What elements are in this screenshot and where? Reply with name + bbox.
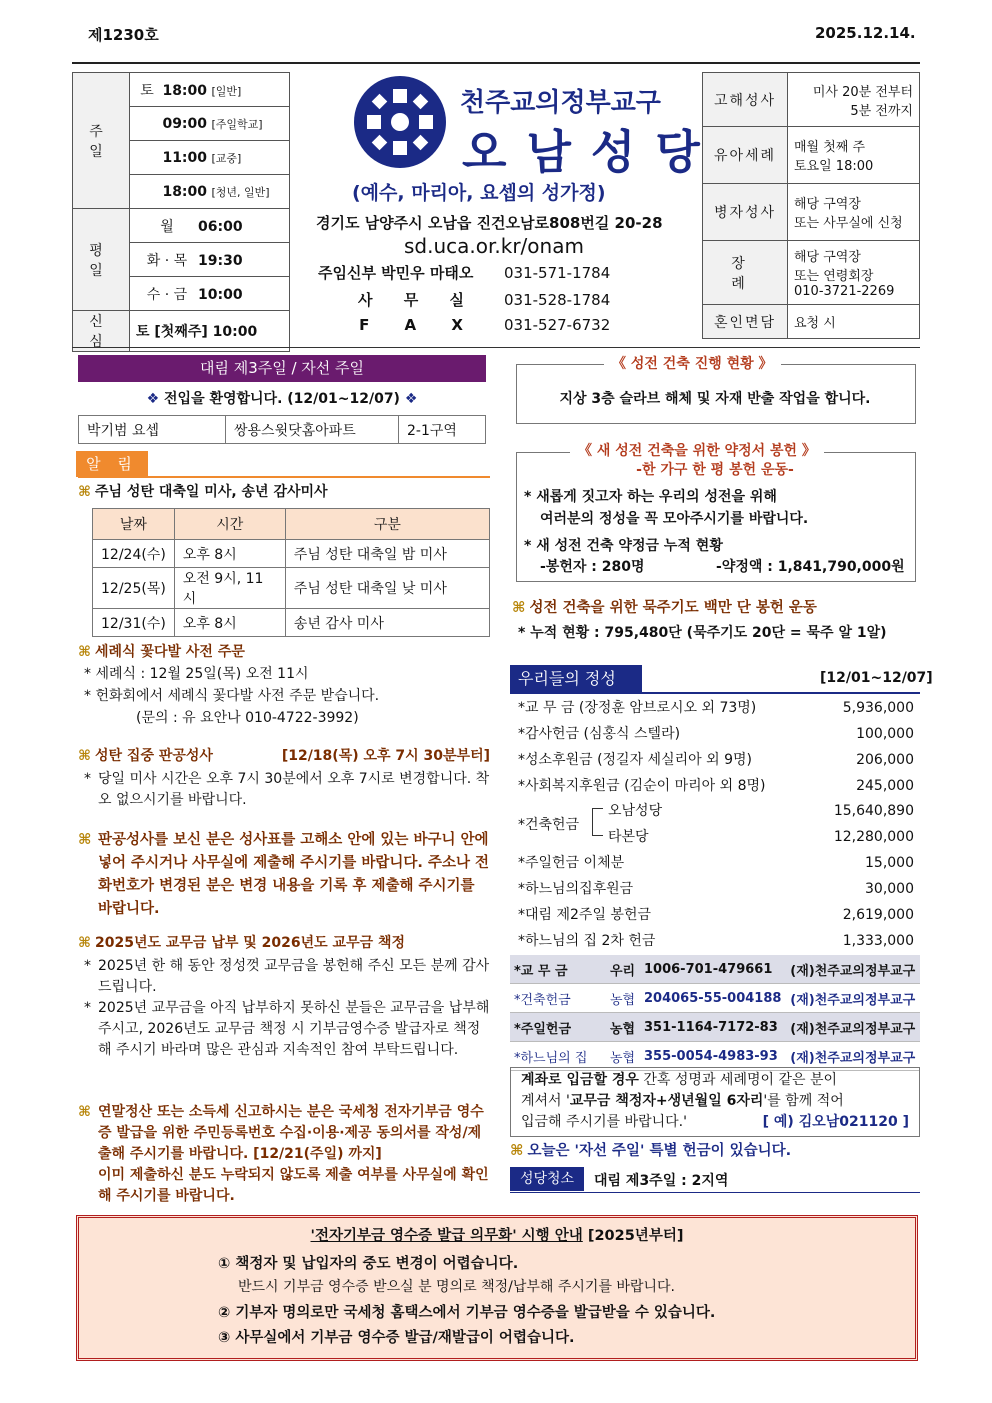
dues-body: * 2025년 한 해 동안 정성껏 교무금을 봉헌해 주신 모든 분께 감사드립니다. * 2025년 교무금을 아직 납부하지 못하신 분들은 교무금을 납부해 주시고, 2026년도 교무금 책정 시 기부금영수증 발급자로 책정해 주시기 바라며 많은 관심과 지속적인 참여 부탁드립니다. [84,958,490,1058]
sunday-mass-row: 11:00 [교중] [130,141,290,175]
pledge-subtitle: -한 가구 한 평 봉헌 운동- [636,462,794,478]
baptism-title: ⌘ 세례식 꽃다발 사전 주문 [78,644,245,660]
weekday-mass-row: 수 · 금 10:00 [130,277,290,311]
pledge-amount: -약정액 : 1,841,790,000원 [716,559,905,575]
list-item: *하느님의 집 2차 헌금 1,333,000 [518,933,914,949]
list-item: *사회복지후원금 (김순이 마리아 외 8명) 245,000 [518,778,914,794]
offerings-period: [12/01~12/07] [820,670,933,686]
notices-label: 알 림 [76,451,148,477]
offerings-title: 우리들의 정성 [510,665,642,692]
sacraments-table: 고해성사 미사 20분 전부터 5분 전까지 유아세례 매월 첫째 주 토요일 18:00 병자성사 해당 구역장 또는 사무실에 신청 장 례 해당 구역장 또는 연령회장 010-3721-2269 혼인면담 요청 시 [702,72,920,339]
weekday-mass-row: 화 · 목 19:30 [130,243,290,277]
baptism-contact: (문의 : 유 요안나 010-4722-3992) [136,710,359,726]
baptism-line: * 세례식 : 12월 25일(목) 오전 11시 [84,666,309,682]
e-receipt-title: '전자기부금 영수증 발급 의무화' 시행 안내 [2025년부터] [310,1228,684,1244]
dues-title: ⌘ 2025년도 교무금 납부 및 2026년도 교무금 책정 [78,935,406,951]
e-receipt-item-detail: 반드시 기부금 영수증 받으실 분 명의로 책정/납부해 주시기를 바랍니다. [238,1279,675,1295]
pledge-line: * 새롭게 짓고자 하는 우리의 성전을 위해 [524,489,777,505]
parish-name: 오 남 성 당 [462,125,702,179]
weekday-mass-row: 월 06:00 [130,209,290,243]
e-receipt-item: ② 기부자 명의로만 국세청 홈택스에서 기부금 영수증을 발급받을 수 있습니다. [218,1305,716,1321]
table-row: *교 무 금 우리 1006-701-479661 (재)천주교의정부교구 [510,955,920,984]
mass-schedule [72,72,290,352]
construction-body: 지상 3층 슬라브 해체 및 자재 반출 작업을 합니다. [559,391,871,407]
penance-body: * 당일 미사 시간은 오후 7시 30분에서 오후 7시로 변경합니다. 착오 없으시기를 바랍니다. [84,771,490,808]
construction-title: 《 성전 건축 진행 현황 》 [604,353,781,373]
building-list [608,798,914,850]
list-item: 타본당 12,280,000 [608,829,914,845]
table-row: *하느님의 집 농협 355-0054-4983-93 (재)천주교의정부교구 [510,1042,920,1071]
week-banner: 대림 제3주일 / 자선 주일 [78,355,486,382]
contact-row: 주임신부 박민우 마태오 031-571-1784 [318,264,611,282]
issue-number: 제1230호 [88,26,159,44]
list-item: *감사헌금 (심홍식 스텔라) 100,000 [518,726,914,742]
sunday-mass-row: 18:00 [청년, 일반] [130,175,290,209]
e-receipt-item: ① 책정자 및 납입자의 중도 변경이 어렵습니다. [218,1256,519,1272]
sunday-mass-row: 토 18:00 [일반] [130,73,290,107]
offerings-rule [510,692,920,694]
welcome-title: ❖ 전입을 환영합니다. (12/01~12/07) ❖ [146,391,418,407]
rosary-body: * 누적 현황 : 795,480단 (묵주기도 20단 = 묵주 알 1알) [518,625,887,641]
welcome-table: 박기범 요셉 쌍용스윗닷홈아파트 2-1구역 [78,415,486,444]
cleaning-label: 성당청소 [510,1167,584,1191]
weekday-label: 평 일 [73,209,130,311]
pledge-line: * 새 성전 건축 약정금 누적 현황 [524,538,723,554]
rosary-title: ⌘ 성전 건축을 위한 묵주기도 백만 단 봉헌 운동 [512,600,817,616]
sunday-label: 주 일 [73,73,130,209]
parish-address: 경기도 남양주시 오남읍 진건오남로808번길 20-28 [316,214,663,232]
table-row: *주일헌금 농협 351-1164-7172-83 (재)천주교의정부교구 [510,1013,920,1042]
baptism-line: * 헌화회에서 세례식 꽃다발 사전 주문 받습니다. [84,688,380,704]
pledge-title: 《 새 성전 건축을 위한 약정서 봉헌 》 [570,440,824,460]
contact-row: 사 무 실 031-528-1784 [358,291,611,309]
penance-note: ⌘ 판공성사를 보신 분은 성사표를 고해소 안에 있는 바구니 안에 넣어 주시거나 사무실에 제출해 주시기를 바랍니다. 주소나 전화번호가 변경된 분은 변경 내용을 기록 후 제출해 주시기를 바랍니다. [78,832,490,917]
christmas-title: ⌘ 주님 성탄 대축일 미사, 송년 감사미사 [78,484,328,500]
list-item: *교 무 금 (장정훈 암브로시오 외 73명) 5,936,000 [518,700,914,716]
table-row: *건축헌금 농협 204065-55-004188 (재)천주교의정부교구 [510,984,920,1013]
pledge-donors: -봉헌자 : 280명 [540,559,645,575]
sunday-mass-row: 09:00 [주일학교] [130,107,290,141]
list-item: 오남성당 15,640,890 [608,803,914,819]
list-item: *주일헌금 이체분 15,000 [518,855,914,871]
offerings-list [518,695,914,799]
cleaning-rule [510,1192,920,1193]
header-rule [72,62,920,64]
table-row: 12/25(목) 오전 9시, 11시 주님 성탄 대축일 낮 미사 [93,568,490,609]
deposit-note: 계좌로 입금할 경우 간혹 성명과 세례명이 같은 분이 계셔서 '교무금 책정자+생년월일 6자리'를 함께 적어 입금해 주시기를 바랍니다.' [ 예) 김오남021120 ] [510,1067,920,1137]
cleaning-value: 대림 제3주일 : 2지역 [594,1173,729,1189]
parish-logo-icon [352,74,448,170]
offerings-list-2 [518,850,914,954]
pledge-line: 여러분의 정성을 꼭 모아주시기를 바랍니다. [540,511,809,527]
parish-subtitle: (예수, 마리아, 요셉의 성가정) [352,182,606,204]
special-collection: ⌘ 오늘은 '자선 주일' 특별 헌금이 있습니다. [510,1143,792,1159]
list-item: *성소후원금 (정길자 세실리아 외 9명) 206,000 [518,752,914,768]
christmas-mass-table: 날짜 시간 구분 12/24(수) 오후 8시 주님 성탄 대축일 밤 미사 12/25(목) 오전 9시, 11시 주님 성탄 대축일 낮 미사 12/31(수) 오후 8시 송년 감사 미사 [92,508,490,637]
sinsim-label: 신 심 [73,311,130,352]
bracket [592,808,603,836]
penance-title: ⌘ 성탄 집중 판공성사 [12/18(목) 오후 7시 30분부터] [78,748,490,764]
building-label: *건축헌금 [518,817,580,833]
contact-row: F A X 031-527-6732 [359,316,611,334]
divider [72,347,920,348]
issue-date: 2025.12.14. [815,24,916,42]
sinsim-row: 토 [첫째주] 10:00 [130,311,290,352]
diocese-name: 천주교의정부교구 [460,88,661,118]
table-row: 12/31(수) 오후 8시 송년 감사 미사 [93,609,490,637]
tax-notice: ⌘ 연말정산 또는 소득세 신고하시는 분은 국세청 전자기부금 영수증 발급을 위한 주민등록번호 수집·이용·제공 동의서를 작성/제출해 주시기를 바랍니다. [12/21(주일) 까지] 이미 제출하신 분도 누락되지 않도록 제출 여부를 사무실에 확인해 주시기를 바랍니다. [78,1104,489,1204]
bank-accounts [510,955,920,1071]
table-row: 12/24(수) 오후 8시 주님 성탄 대축일 밤 미사 [93,540,490,568]
parish-website[interactable]: sd.uca.or.kr/onam [404,234,584,258]
list-item: *하느님의집후원금 30,000 [518,881,914,897]
notices-rule [78,476,490,478]
e-receipt-item: ③ 사무실에서 기부금 영수증 발급/재발급이 어렵습니다. [218,1330,575,1346]
list-item: *대림 제2주일 봉헌금 2,619,000 [518,907,914,923]
